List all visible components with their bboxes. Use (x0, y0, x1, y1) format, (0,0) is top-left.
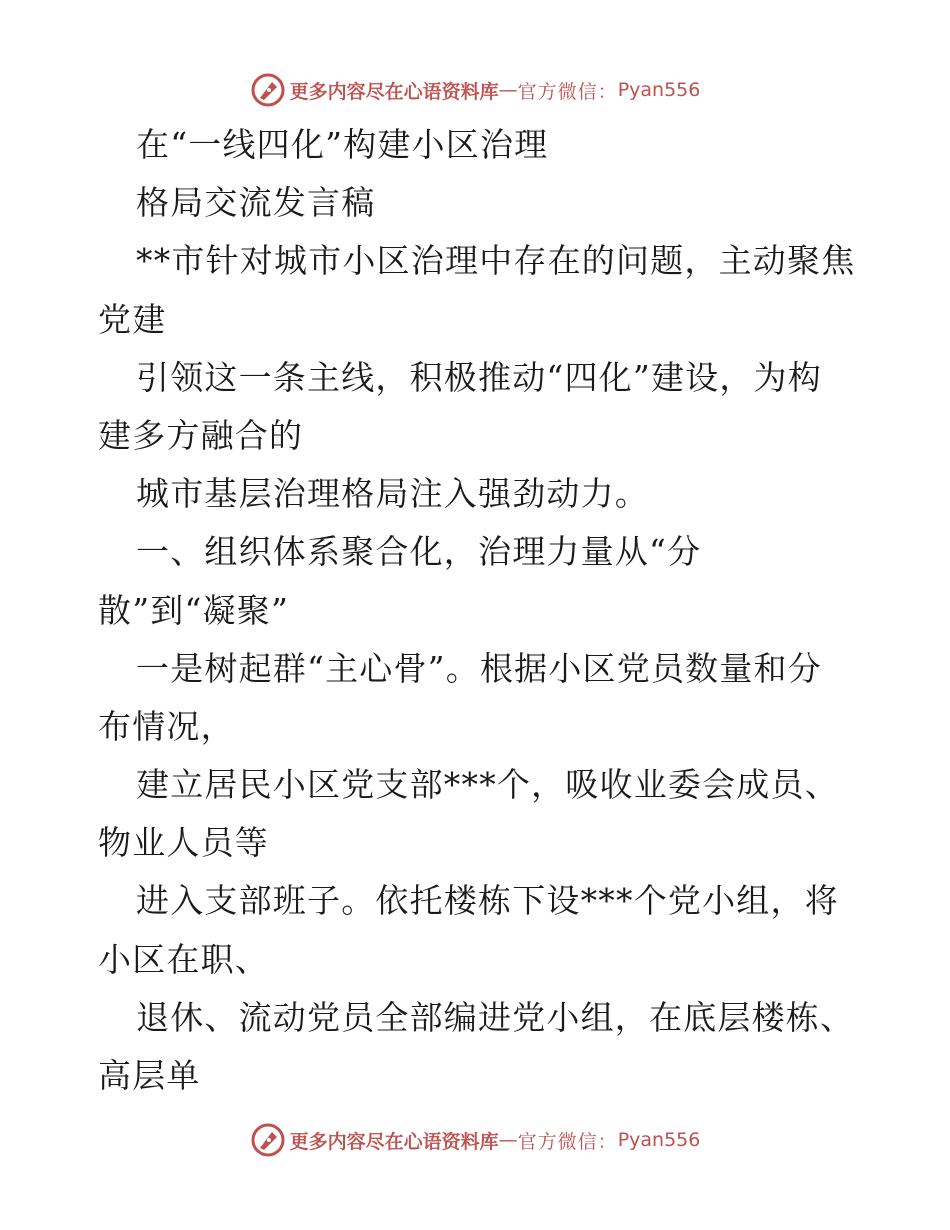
pen-nib-logo-icon (250, 72, 286, 108)
text-line: 在“一线四化”构建小区治理 (136, 125, 549, 164)
text-line: 建立居民小区党支部***个，吸收业委会成员、 (136, 765, 839, 805)
document-body (98, 116, 858, 1105)
banner-separator: — (498, 79, 518, 101)
text-line: 一、组织体系聚合化，治理力量从“分 (136, 532, 702, 572)
banner-title: 更多内容尽在心语资料库 (289, 80, 499, 103)
banner-wechat-id: Pyan556 (617, 79, 701, 101)
text-line: 城市基层治理格局注入强劲动力。 (136, 474, 649, 514)
text-line: 退休、流动党员全部编进党小组，在底层楼栋、 (136, 997, 855, 1037)
text-line: 小区在职、 (98, 939, 269, 979)
pen-nib-logo-icon (250, 1122, 286, 1158)
text-line: 进入支部班子。依托楼栋下设***个党小组，将 (136, 881, 839, 921)
text-line: 高层单 (98, 1056, 201, 1095)
text-line: 布情况， (98, 706, 235, 746)
text-line: 引领这一条主线，积极推动“四化”建设，为构 (136, 357, 822, 397)
banner-wechat-label: 官方微信： (517, 1130, 618, 1153)
text-line: 散”到“凝聚” (98, 590, 290, 630)
text-line: 一是树起群“主心骨”。根据小区党员数量和分 (136, 648, 822, 688)
banner-title: 更多内容尽在心语资料库 (289, 1130, 499, 1153)
footer-banner (0, 1120, 950, 1160)
text-line: 格局交流发言稿 (136, 183, 376, 223)
text-line: 党建 (98, 299, 167, 339)
text-line: 物业人员等 (98, 823, 269, 863)
text-line: **市针对城市小区治理中存在的问题，主动聚焦 (136, 241, 856, 281)
banner-wechat-label: 官方微信： (517, 80, 618, 103)
banner-separator: — (498, 1129, 518, 1151)
banner-wechat-id: Pyan556 (617, 1129, 701, 1151)
text-line: 建多方融合的 (98, 415, 304, 455)
header-banner (0, 70, 950, 110)
